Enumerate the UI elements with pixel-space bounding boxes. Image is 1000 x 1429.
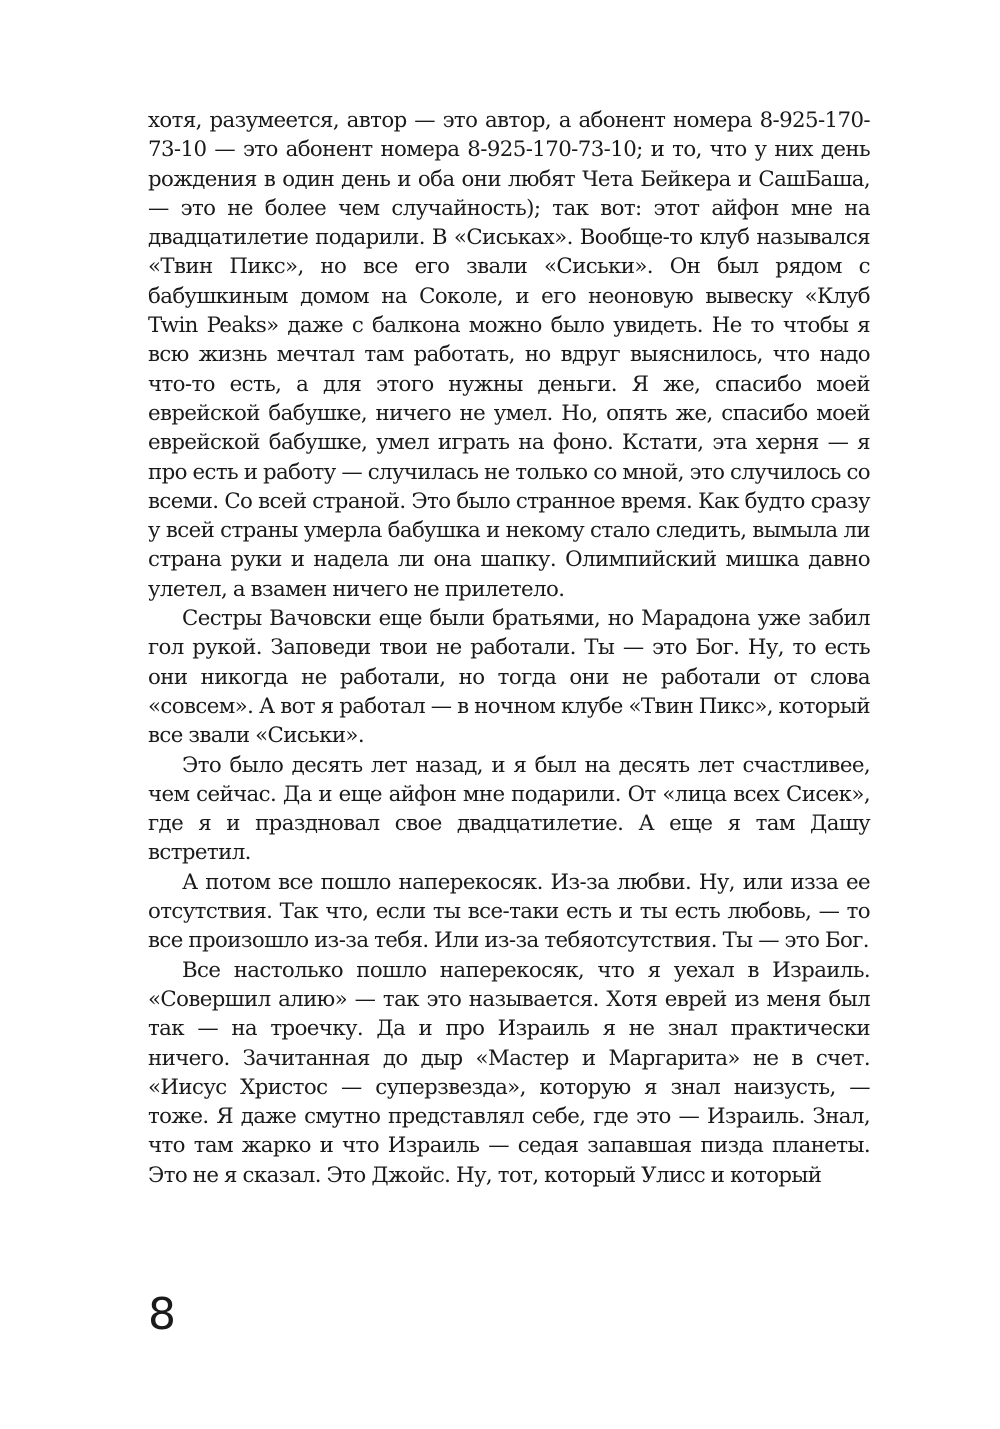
paragraph-5: Все настолько пошло наперекосяк, что я уехал в Израиль. «Совершил алию» — так это называется. Хотя еврей из меня был так — на троечку. Да и про Израиль я не знал практически ничего. Зачитанная до дыр «Мастер и Маргарита» не в счет. «Иисус Христос — суперзвезда», которую я знал наизусть, — тоже. Я даже смутно представлял себе, где это — Израиль. Знал, что там жарко и что Израиль — седая запавшая пизда планеты. Это не я сказал. Это Джойс. Ну, тот, который Улисс и который <box>148 957 870 1188</box>
paragraph-2: Сестры Вачовски еще были братьями, но Марадона уже забил гол рукой. Заповеди твои не работали. Ты — это Бог. Ну, то есть они никогда не работали, но тогда они не работали от слова «совсем». А вот я работал — в ночном клубе «Твин Пикс», который все звали «Сиськи». <box>148 606 870 749</box>
page-number: 8 <box>148 1289 176 1340</box>
paragraph-4: А потом все пошло наперекосяк. Из-за любви. Ну, или изза ее отсутствия. Так что, если ты все-таки есть и ты есть любовь, — то все произошло из-за тебя. Или из-за тебяотсутствия. Ты — это Бог. <box>148 869 870 954</box>
paragraph-1: хотя, разумеется, автор — это автор, а абонент номера 8-925-170-73-10 — это абонент номера 8-925-170-73-10; и то, что у них день рождения в один день и оба они любят Чета Бейкера и СашБаша, — это не более чем случайность); так вот: этот айфон мне на двадцатилетие подарили. В «Сиськах». Вообще-то клуб назывался «Твин Пикс», но все его звали «Сиськи». Он был рядом с бабушкиным домом на Соколе, и его неоновую вывеску «Клуб Twin Peaks» даже с балкона можно было увидеть. Не то чтобы я всю жизнь мечтал там работать, но вдруг выяснилось, что надо что-то есть, а для этого нужны деньги. Я же, спасибо моей еврейской бабушке, ничего не умел. Но, опять же, спасибо моей еврейской бабушке, умел играть на фоно. Кстати, эта херня — я про есть и работу — случилась не только со мной, это случилось со всеми. Со всей страной. Это было странное время. Как будто сразу у всей страны умерла бабушка и некому стало следить, вымыла ли страна руки и надела ли она шапку. Олимпийский мишка давно улетел, а взамен ничего не прилетело. <box>148 108 870 602</box>
body-text <box>148 106 870 1190</box>
paragraph-3: Это было десять лет назад, и я был на десять лет счастливее, чем сейчас. Да и еще айфон мне подарили. От «лица всех Сисек», где я и праздновал свое двадцатилетие. А еще я там Дашу встретил. <box>148 752 870 866</box>
